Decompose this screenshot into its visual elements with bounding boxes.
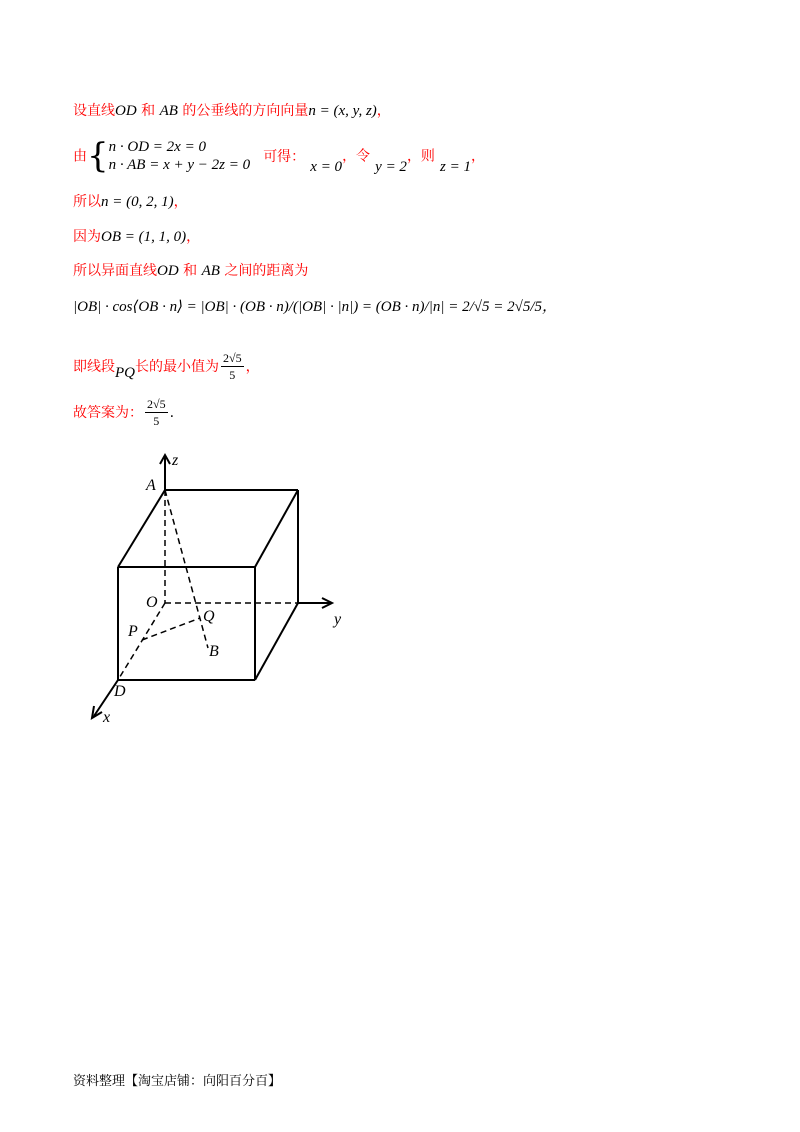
text-fragment: . [169,405,175,421]
label-q: Q [203,608,215,625]
text-fragment: 即线段 [73,359,115,375]
fraction-denominator: 5 [153,414,160,428]
label-p: P [128,623,138,640]
math-y-value: y = 2 [375,158,407,175]
fraction-denominator: 5 [229,368,236,382]
cube-edge [255,603,298,680]
text-fragment: ， [245,359,260,375]
math-normal-result: n = (0, 2, 1) [101,194,174,210]
text-fragment: 设直线 [73,103,115,119]
math-x-value: x = 0 [310,158,343,175]
text-fragment: 的公垂线的方向向量 [177,103,309,119]
text-fragment: ， [376,103,391,119]
text-fragment: 故答案为： [73,405,143,421]
text-fragment: 长的最小值为 [135,359,219,375]
text-fragment: 因为 [73,229,101,245]
text-fragment: 之间的距离为 [219,263,309,279]
math-normal-vector: n = (x, y, z) [308,103,377,119]
math-pq: PQ [115,365,135,381]
math-od: OD [115,103,137,119]
text-fragment: 所以异面直线 [73,263,157,279]
math-z-value: z = 1 [440,158,471,175]
fraction-numerator: 2√5 [223,351,242,365]
label-o: O [146,594,158,611]
text-fragment: ， [173,194,188,210]
math-ob-vector: OB = (1, 1, 0) [101,229,187,245]
cube-edge [118,490,165,567]
text-fragment: 可得： [263,148,306,165]
fraction-numerator: 2√5 [147,397,166,411]
hidden-edge [118,603,165,680]
distance-expression: |OB| · cos⟨OB · n⟩ = |OB| · (OB · n)/(|OB| · |n|) = (OB · n)/|n| = 2/√5 = 2√5/5， [73,299,557,315]
footer-text: 资料整理【淘宝店铺：向阳百分百】 [73,1074,282,1089]
segment-ab [165,490,208,648]
label-a: A [146,477,156,494]
text-fragment: ， [471,148,485,165]
text-fragment: 由 [73,148,87,165]
brace-symbol: { [87,136,109,176]
label-x: x [103,709,111,726]
math-ab: AB [201,263,220,279]
text-fragment: 所以 [73,194,101,210]
math-ab: AB [159,103,178,119]
label-z: z [172,452,179,469]
text-fragment: ，则 [406,148,435,165]
equation-2: n · AB = x + y − 2z = 0 [108,157,251,173]
equation-1: n · OD = 2x = 0 [108,139,206,155]
math-od: OD [157,263,179,279]
text-fragment: ，令 [342,148,371,165]
text-fragment: 和 [178,263,202,279]
segment-pq [142,618,200,640]
label-y: y [334,611,342,628]
label-b: B [209,643,219,660]
text-fragment: 和 [136,103,160,119]
text-fragment: ， [186,229,201,245]
cube-edge [255,490,298,567]
label-d: D [114,683,126,700]
